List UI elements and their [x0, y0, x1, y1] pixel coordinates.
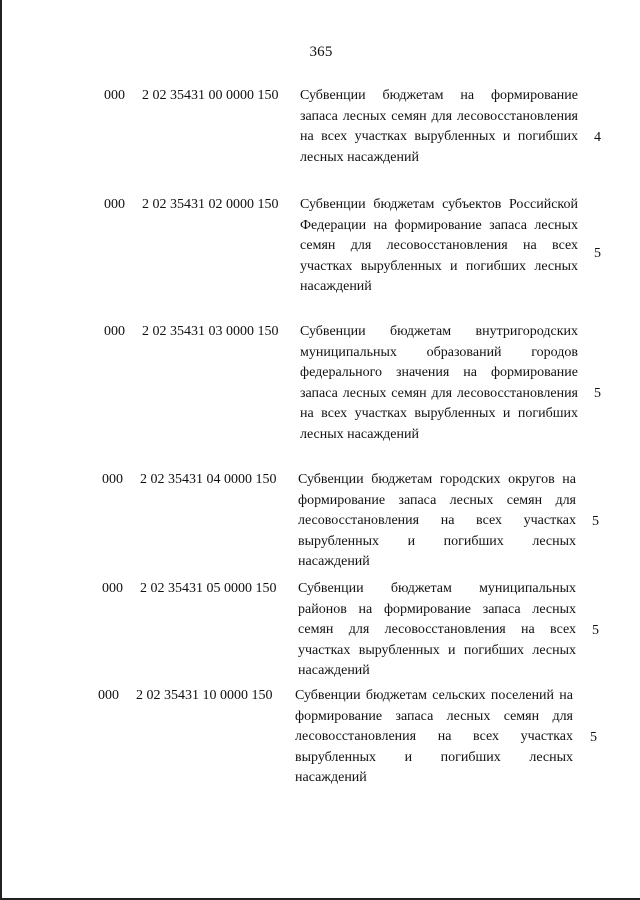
admin-code: 000	[98, 688, 119, 703]
amount-value: 5	[594, 386, 601, 401]
budget-classification-code: 2 02 35431 03 0000 150	[142, 324, 279, 339]
amount-value: 4	[594, 130, 601, 145]
admin-code: 000	[104, 324, 125, 339]
budget-classification-code: 2 02 35431 02 0000 150	[142, 197, 279, 212]
revenue-description: Субвенции бюджетам субъектов Российской Федерации на формирование запаса лесных семян для лесовосстановления на всех участках вырубленных и погибших лесных насаждений	[300, 197, 578, 294]
budget-classification-code: 2 02 35431 10 0000 150	[136, 688, 273, 703]
budget-classification-code: 2 02 35431 05 0000 150	[140, 581, 277, 596]
admin-code: 000	[104, 88, 125, 103]
amount-value: 5	[594, 246, 601, 261]
revenue-description: Субвенции бюджетам городских округов на формирование запаса лесных семян для лесовосстановления на всех участках вырубленных и погибших лесных насаждений	[298, 472, 576, 569]
budget-classification-code: 2 02 35431 04 0000 150	[140, 472, 277, 487]
revenue-description: Субвенции бюджетам на формирование запаса лесных семян для лесовосстановления на всех участках вырубленных и погибших лесных насаждений	[300, 88, 578, 165]
revenue-description: Субвенции бюджетам муниципальных районов на формирование запаса лесных семян для лесовосстановления на всех участках вырубленных и погибших лесных насаждений	[298, 581, 576, 678]
amount-value: 5	[592, 623, 599, 638]
admin-code: 000	[102, 581, 123, 596]
admin-code: 000	[102, 472, 123, 487]
revenue-description: Субвенции бюджетам сельских поселений на формирование запаса лесных семян для лесовосстановления на всех участках вырубленных и погибших лесных насаждений	[295, 688, 573, 785]
amount-value: 5	[590, 730, 597, 745]
amount-value: 5	[592, 514, 599, 529]
admin-code: 000	[104, 197, 125, 212]
budget-classification-code: 2 02 35431 00 0000 150	[142, 88, 279, 103]
page-number: 365	[309, 44, 333, 60]
revenue-description: Субвенции бюджетам внутригородских муниципальных образований городов федерального значения на формирование запаса лесных семян для лесовосстановления на всех участках вырубленных и погибших лесных насаждений	[300, 324, 578, 442]
